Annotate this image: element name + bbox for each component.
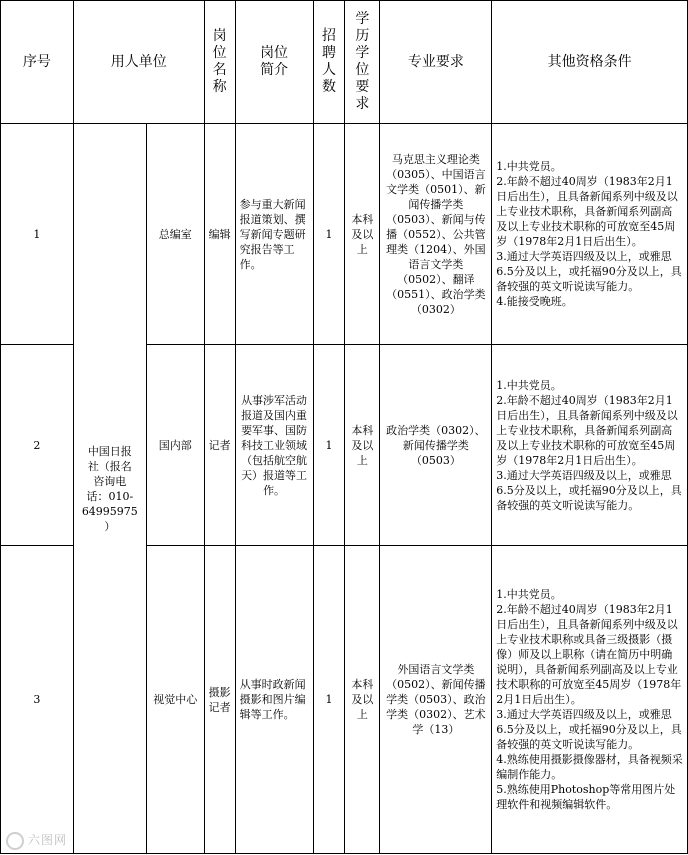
row-degree: 本科 及以 上 xyxy=(345,345,380,546)
row-seq: 2 xyxy=(1,345,74,546)
header-degree: 学 历 学 位 要 求 xyxy=(345,1,380,124)
row-seq: 1 xyxy=(1,124,74,345)
row-major: 外国语言文学类（0502）、新闻传播学类（0503）、政治学类（0302）、艺术学（13） xyxy=(380,546,492,854)
header-seq: 序号 xyxy=(1,1,74,124)
qual-item: 1.中共党员。 xyxy=(496,160,562,173)
row-degree: 本科 及以 上 xyxy=(345,124,380,345)
qual-item: 5.熟练使用Photoshop等常用图片处理软件和视频编辑软件。 xyxy=(496,783,676,811)
row-dept: 视觉中心 xyxy=(146,546,204,854)
row-count: 1 xyxy=(313,124,345,345)
header-hire-count: 招 聘 人 数 xyxy=(313,1,345,124)
row-seq: 3 xyxy=(1,546,74,854)
header-post-intro: 岗位 简介 xyxy=(235,1,313,124)
row-dept: 国内部 xyxy=(146,345,204,546)
qual-item: 3.通过大学英语四级及以上，或雅思6.5分及以上，或托福90分及以上，具备较强的英文听说读写能力。 xyxy=(496,468,682,512)
row-major: 马克思主义理论类（0305）、中国语言文学类（0501）、新闻传播学类（0503）、新闻与传播（0552）、公共管理类（1204）、外国语言文学类（0502）、翻译（0551）、政治学类（0302） xyxy=(380,124,492,345)
qual-item: 1.中共党员。 xyxy=(496,588,562,601)
row-count: 1 xyxy=(313,546,345,854)
qual-item: 3.通过大学英语四级及以上，或雅思6.5分及以上，或托福90分及以上，具备较强的英文听说读写能力。 xyxy=(496,250,682,293)
header-other: 其他资格条件 xyxy=(492,1,688,124)
table-row xyxy=(1,124,688,345)
header-post-name: 岗 位 名 称 xyxy=(204,1,235,124)
row-quals xyxy=(492,345,688,546)
row-quals xyxy=(492,124,688,345)
employer-cell: 中国日报 社（报名 咨询电 话：010- 64995975 ） xyxy=(73,124,146,854)
qual-item: 3.通过大学英语四级及以上，或雅思6.5分及以上，或托福90分及以上，具备较强的英文听说读写能力。 xyxy=(496,708,682,751)
row-dept: 总编室 xyxy=(146,124,204,345)
qual-item: 4.能接受晚班。 xyxy=(496,295,573,308)
row-degree: 本科 及以 上 xyxy=(345,546,380,854)
header-employer: 用人单位 xyxy=(73,1,204,124)
qual-item: 2.年龄不超过40周岁（1983年2月1日后出生），且具备新闻系列中级及以上专业技术职称或具备三级摄影（摄像）师及以上职称（请在简历中明确说明），具备新闻系列副高及以上专业技术职称的可放宽至45周岁（1978年2月1日后出生）。 xyxy=(496,603,682,706)
row-post: 摄影记者 xyxy=(204,546,235,854)
row-intro: 从事时政新闻摄影和图片编辑等工作。 xyxy=(235,546,313,854)
row-intro: 从事涉军活动报道及国内重要军事、国防科技工业领域（包括航空航天）报道等工作。 xyxy=(235,345,313,546)
row-count: 1 xyxy=(313,345,345,546)
watermark-text: 六图网 xyxy=(28,833,68,847)
row-quals xyxy=(492,546,688,854)
row-post: 编辑 xyxy=(204,124,235,345)
header-major: 专业要求 xyxy=(380,1,492,124)
watermark xyxy=(6,831,67,850)
qual-item: 4.熟练使用摄影摄像器材，具备视频采编制作能力。 xyxy=(496,753,683,781)
watermark-logo-icon xyxy=(6,832,24,850)
qual-item: 2.年龄不超过40周岁（1983年2月1日后出生），且具备新闻系列中级及以上专业技术职称，具备新闻系列副高及以上专业技术职称的可放宽至45周岁（1978年2月1日后出生）。 xyxy=(496,175,678,248)
row-intro: 参与重大新闻报道策划、撰写新闻专题研究报告等工作。 xyxy=(235,124,313,345)
row-post: 记者 xyxy=(204,345,235,546)
qual-item: 1.中共党员。 xyxy=(496,378,562,392)
qual-item: 2.年龄不超过40周岁（1983年2月1日后出生），且具备新闻系列中级及以上专业技术职称，具备新闻系列副高及以上专业技术职称的可放宽至45周岁（1978年2月1日后出生）。 xyxy=(496,393,678,467)
row-major: 政治学类（0302）、新闻传播学类（0503） xyxy=(380,345,492,546)
